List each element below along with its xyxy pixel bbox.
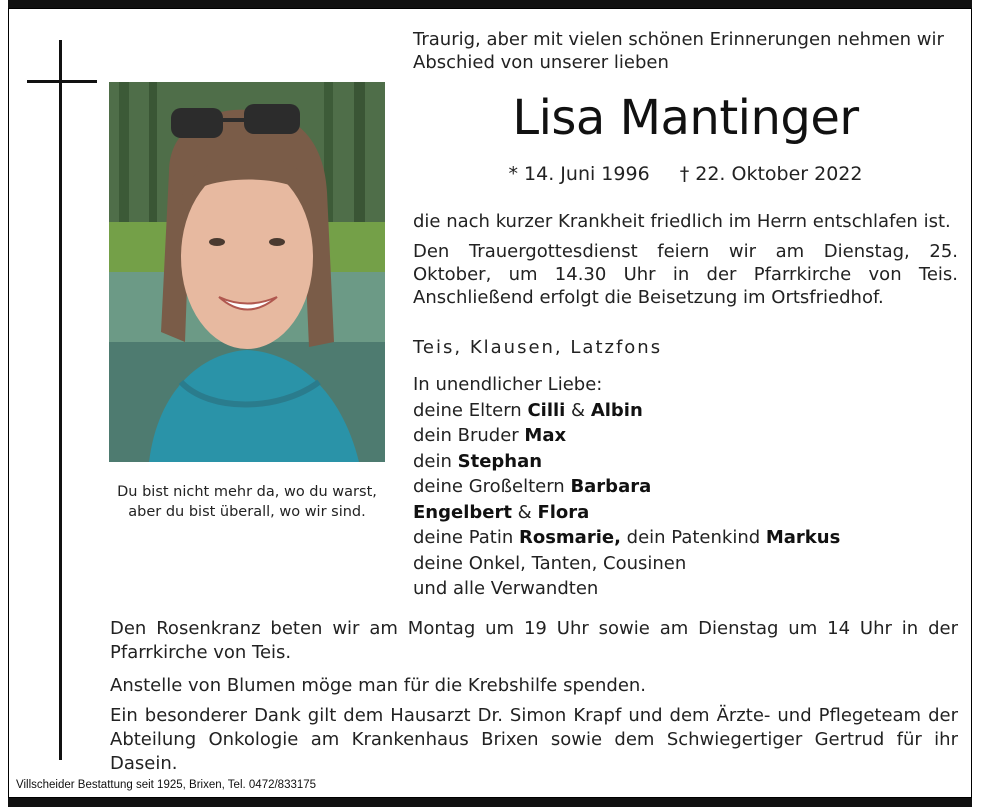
family-line-partner: dein Stephan <box>413 450 543 472</box>
thanks-text: Ein besonderer Dank gilt dem Hausarzt Dr. Simon Krapf und dem Ärzte- und Pflegeteam der Abteilung Onkologie am Krankenhaus Brixen sowie dem Schwiegertiger Gertrud für ihr Dasein. <box>110 705 958 774</box>
portrait-photo <box>109 82 385 462</box>
death-date: † 22. Oktober 2022 <box>679 163 863 185</box>
family-line-relatives: deine Onkel, Tanten, Cousinen <box>413 552 687 574</box>
family-line-parents: deine Eltern Cilli & Albin <box>413 399 643 421</box>
family-line-brother: dein Bruder Max <box>413 425 567 446</box>
family-list <box>413 372 958 602</box>
places: Teis, Klausen, Latzfons <box>413 337 663 358</box>
cross-icon-bar <box>27 80 97 83</box>
life-dates <box>413 160 958 188</box>
family-line-grandparents: deine Großeltern Barbara <box>413 476 652 497</box>
intro-text: Traurig, aber mit vielen schönen Erinnerungen nehmen wir Abschied von unserer lieben <box>413 29 944 73</box>
family-line-all: und alle Verwandten <box>413 578 599 599</box>
deceased-name: Lisa Mantinger <box>512 90 859 146</box>
service-text: Den Trauergottesdienst feiern wir am Dienstag, 25. Oktober, um 14.30 Uhr in der Pfarrkirche von Teis. Anschließend erfolgt die Beisetzung im Ortsfriedhof. <box>413 241 958 308</box>
passing-text: die nach kurzer Krankheit friedlich im Herrn entschlafen ist. <box>413 211 951 232</box>
quote-line-1: Du bist nicht mehr da, wo du warst, <box>117 484 377 500</box>
funeral-home-footer: Villscheider Bestattung seit 1925, Brixen, Tel. 0472/833175 <box>16 779 317 791</box>
family-line-godparents: deine Patin Rosmarie, dein Patenkind Markus <box>413 527 841 548</box>
family-heading: In unendlicher Liebe: <box>413 374 603 395</box>
quote-line-2: aber du bist überall, wo wir sind. <box>128 504 366 520</box>
family-line-grandparents-2: Engelbert & Flora <box>413 501 590 523</box>
top-border <box>8 0 972 8</box>
birth-date: * 14. Juni 1996 <box>508 163 650 185</box>
rosary-text: Den Rosenkranz beten wir am Montag um 19 Uhr sowie am Dienstag um 14 Uhr in der Pfarrkirche von Teis. <box>110 618 958 663</box>
donation-text: Anstelle von Blumen möge man für die Krebshilfe spenden. <box>110 675 647 696</box>
memorial-quote <box>100 482 394 522</box>
bottom-border <box>8 798 972 807</box>
cross-icon <box>59 40 62 760</box>
